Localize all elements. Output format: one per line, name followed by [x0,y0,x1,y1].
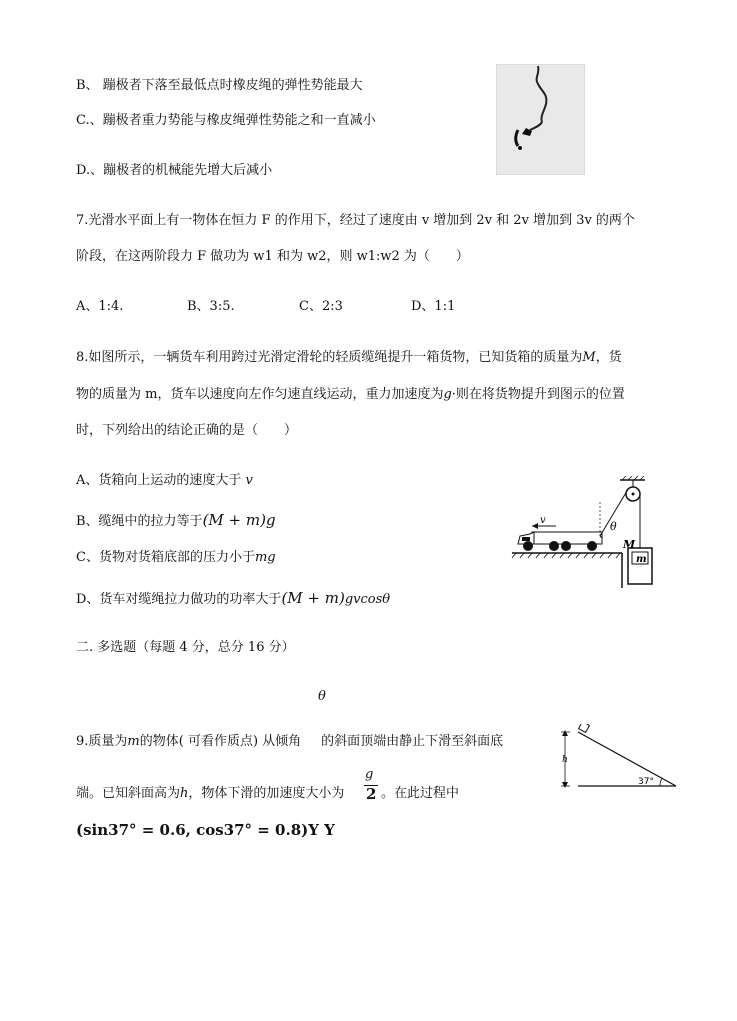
q6-option-d: D.、蹦极者的机械能先增大后减小 [76,163,273,178]
truck-pulley-diagram [510,476,660,588]
q9-theta-symbol: θ [318,689,326,704]
q8-stem-line2: 物的质量为 m，货车以速度向左作匀速直线运动，重力加速度为g·则在将货物提升到图示的位置 [76,387,625,402]
q9-stem-line2-end: 。在此过程中 [381,786,460,801]
q8-option-b: B、缆绳中的拉力等于(M + m)g [76,511,276,529]
box-mass-label: M [623,538,636,551]
q7-option-d: D、1:1 [411,299,456,314]
height-label: h [562,755,568,765]
q8-option-d: D、货车对缆绳拉力做功的功率大于(M + m)gvcosθ [76,589,391,607]
q8-option-a: A、货箱向上运动的速度大于 v [76,473,253,488]
bungee-photo [496,64,585,175]
section-heading: 二. 多选题（每题 4 分，总分 16 分） [76,640,295,655]
q7-option-a: A、1:4. [76,299,124,314]
q8-stem-line3: 时，下列给出的结论正确的是（ ） [76,423,298,438]
incline-diagram [556,724,680,790]
q6-option-b: B、 蹦极者下落至最低点时橡皮绳的弹性势能最大 [76,78,363,93]
angle-label: 37° [638,777,654,787]
q6-option-c: C.、蹦极者重力势能与橡皮绳弹性势能之和一直减小 [76,113,376,128]
q9-stem-line2: 端。已知斜面高为h，物体下滑的加速度大小为 [76,786,345,801]
q7-option-c: C、2:3 [299,299,343,314]
cargo-mass-label: m [636,554,647,565]
q9-given-values: (sin37° = 0.6, cos37° = 0.8)Y Y [76,821,335,839]
q8-stem-line1: 8.如图所示，一辆货车利用跨过光滑定滑轮的轻质缆绳提升一箱货物，已知货箱的质量为M，货 [76,350,622,365]
q7-option-b: B、3:5. [187,299,235,314]
q9-fraction-numerator: g [365,767,374,782]
velocity-label: v [540,515,546,526]
q7-stem-line2: 阶段，在这两阶段力 F 做功为 w1 和为 w2，则 w1:w2 为（ ） [76,249,469,264]
q7-stem-line1: 7.光滑水平面上有一物体在恒力 F 的作用下，经过了速度由 v 增加到 2v 和 2v 增加到 3v 的两个 [76,213,635,228]
q9-fraction-denominator: 2 [366,785,377,803]
theta-label: θ [610,520,617,533]
q8-option-c: C、货物对货箱底部的压力小于mg [76,550,276,565]
q9-stem-line1: 9.质量为m的物体( 可看作质点) 从倾角 的斜面顶端由静止下滑至斜面底 [76,734,504,749]
